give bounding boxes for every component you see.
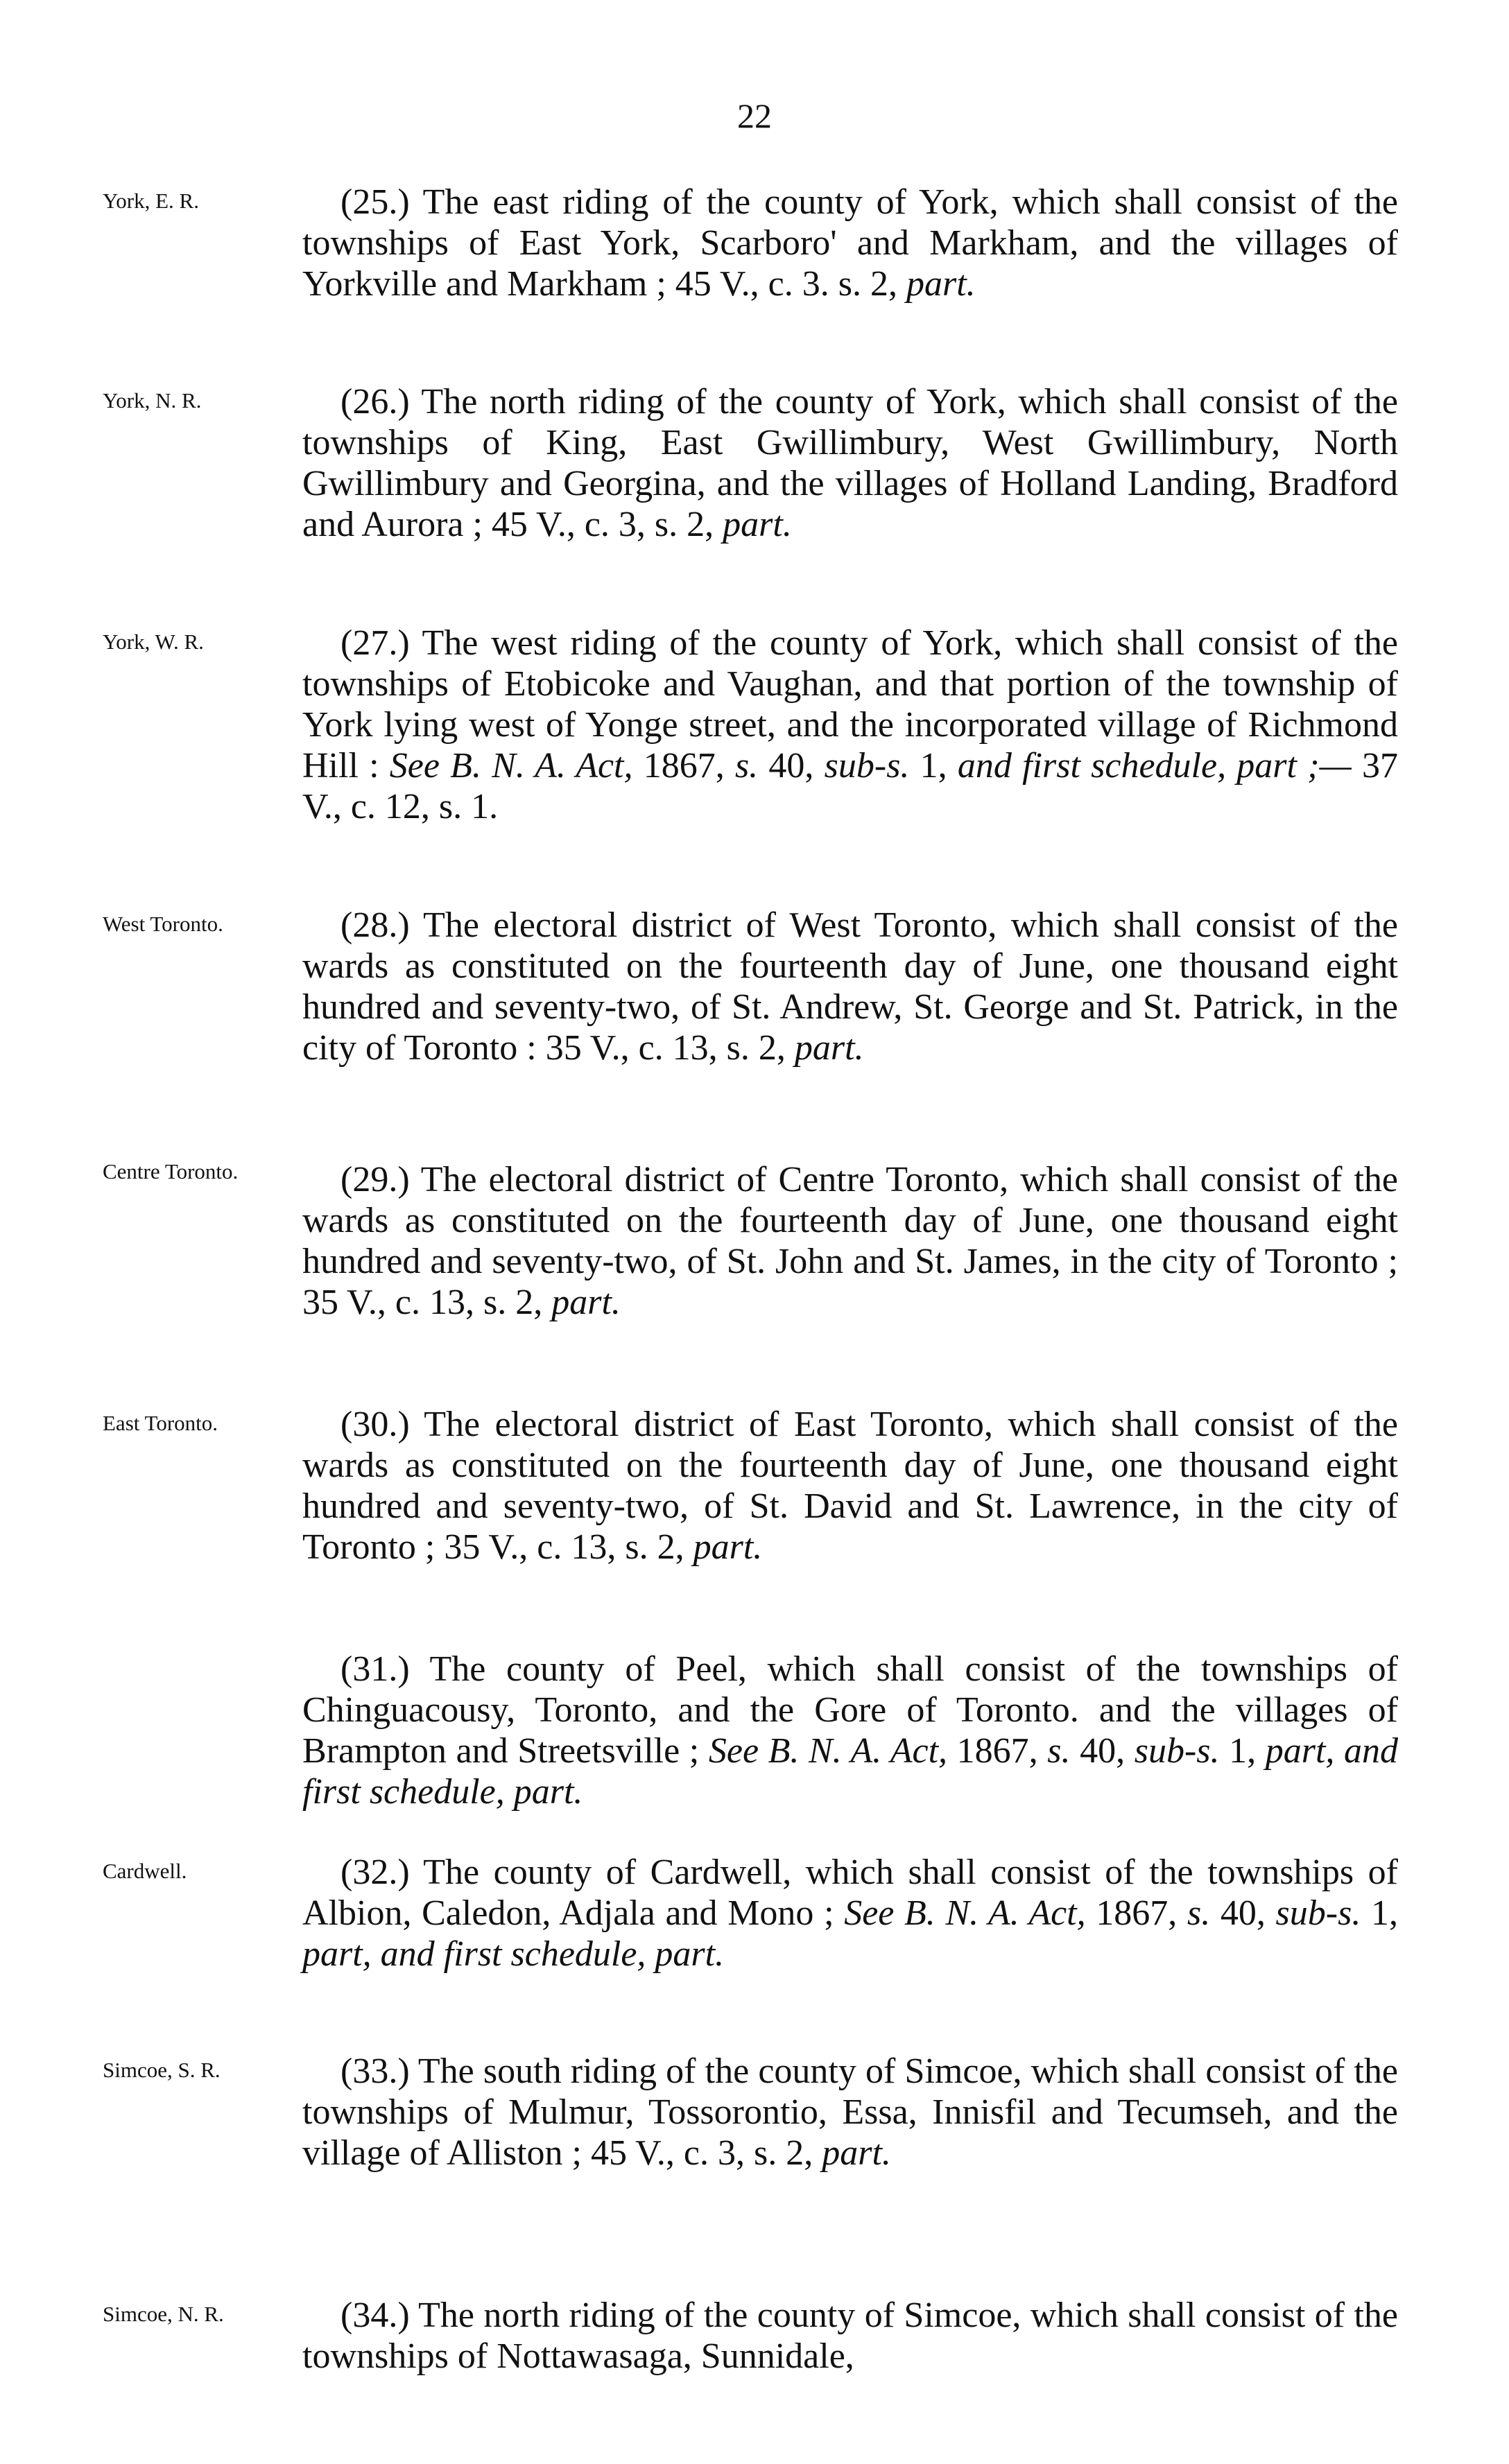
section-body: The north riding of the county of Simcoe, which shall consist of the townships of Nottawasaga, Sunnidale, <box>302 2296 1398 2376</box>
section-abbr: s. <box>734 746 759 786</box>
section-tail: part. <box>723 505 792 544</box>
margin-note: West Toronto. <box>103 912 223 936</box>
section-text <box>302 1404 1398 1568</box>
margin-note: Centre Toronto. <box>103 1159 239 1183</box>
section-text <box>302 623 1398 827</box>
section-ref-number: 40, <box>758 746 825 786</box>
section-tail: part. <box>822 2133 891 2173</box>
section-body: The electoral district of Centre Toronto, which shall consist of the wards as constituted on the fourteenth day of June, one thousand eight hundred and seventy-two, of St. John and St. James, in the city of Toronto ; 35 V., c. 13, s. 2, <box>302 1160 1398 1322</box>
page-number: 22 <box>737 96 772 135</box>
section-text <box>302 1159 1398 1323</box>
section-text <box>302 182 1398 304</box>
section-number: (33.) <box>340 2051 410 2091</box>
section-body: The electoral district of West Toronto, which shall consist of the wards as constituted on the fourteenth day of June, one thousand eight hundred and seventy-two, of St. Andrew, St. George and St. Patrick, in the city of Toronto : 35 V., c. 13, s. 2, <box>302 905 1398 1068</box>
statute-reference: See B. N. A. Act, <box>844 1893 1086 1933</box>
subsection-abbr: sub-s. <box>1134 1731 1220 1771</box>
margin-note: York, W. R. <box>103 630 204 654</box>
section-text <box>302 1649 1398 1812</box>
subsection-ref-number: 1, <box>1361 1893 1399 1933</box>
margin-note: Cardwell. <box>103 1859 187 1883</box>
statute-year: 1867, <box>1085 1893 1187 1933</box>
schedule-reference: part, and first schedule, part. <box>302 1731 1398 1812</box>
section-text <box>302 2295 1398 2377</box>
margin-note: York, N. R. <box>103 388 202 413</box>
subsection-ref-number: 1, <box>1219 1731 1266 1771</box>
statute-year: 1867, <box>632 746 735 786</box>
section-number: (30.) <box>340 1405 410 1444</box>
margin-note: East Toronto. <box>103 1411 218 1435</box>
schedule-reference: and first schedule, part ;— <box>957 746 1352 786</box>
section-abbr: s. <box>1047 1731 1071 1771</box>
section-number: (26.) <box>340 382 410 422</box>
section-text <box>302 905 1398 1068</box>
subsection-ref-number: 1, <box>909 746 958 786</box>
section-number: (29.) <box>340 1160 410 1199</box>
schedule-reference: part, and first schedule, part. <box>302 1934 725 1974</box>
section-body: The south riding of the county of Simcoe, which shall consist of the townships of Mulmur, Tossorontio, Essa, Innisfil and Tecumseh, and the village of Alliston ; 45 V., c. 3, s. 2, <box>302 2051 1398 2173</box>
section-text <box>302 1852 1398 1975</box>
statute-citation: 37 V., c. 12, s. 1. <box>302 746 1399 826</box>
section-number: (31.) <box>340 1649 410 1689</box>
statute-year: 1867, <box>947 1731 1048 1771</box>
section-body: The west riding of the county of York, which shall consist of the townships of Etobicoke and Vaughan, and that portion of the township of York lying west of Yonge street, and the incorporated village of Richmond Hill : <box>302 623 1398 786</box>
section-tail: part. <box>906 264 976 304</box>
section-number: (25.) <box>340 182 410 222</box>
margin-note: Simcoe, S. R. <box>103 2058 221 2082</box>
subsection-abbr: sub-s. <box>824 746 910 786</box>
section-number: (34.) <box>340 2296 410 2335</box>
section-abbr: s. <box>1187 1893 1211 1933</box>
section-tail: part. <box>794 1028 864 1068</box>
section-body: The east riding of the county of York, which shall consist of the townships of East York, Scarboro' and Markham, and the villages of Yorkville and Markham ; 45 V., c. 3. s. 2, <box>302 182 1398 304</box>
section-text <box>302 2051 1398 2174</box>
section-body: The electoral district of East Toronto, which shall consist of the wards as constituted on the fourteenth day of June, one thousand eight hundred and seventy-two, of St. David and St. Lawrence, in the city of Toronto ; 35 V., c. 13, s. 2, <box>302 1405 1398 1567</box>
margin-note: Simcoe, N. R. <box>103 2302 224 2326</box>
section-number: (27.) <box>340 623 410 663</box>
section-body: The north riding of the county of York, which shall consist of the townships of King, East Gwillimbury, West Gwillimbury, North Gwillimbury and Georgina, and the villages of Holland Landing, Bradford and Aurora ; 45 V., c. 3, s. 2, <box>302 382 1398 544</box>
section-ref-number: 40, <box>1210 1893 1276 1933</box>
section-tail: part. <box>693 1527 763 1567</box>
section-body: The county of Cardwell, which shall consist of the townships of Albion, Caledon, Adjala and Mono ; <box>302 1853 1398 1933</box>
subsection-abbr: sub-s. <box>1275 1893 1361 1933</box>
section-tail: part. <box>551 1283 621 1322</box>
section-text <box>302 381 1398 545</box>
section-body: The county of Peel, which shall consist of the townships of Chinguacousy, Toronto, and the Gore of Toronto. and the villages of Brampton and Streetsville ; <box>302 1649 1398 1771</box>
section-ref-number: 40, <box>1070 1731 1135 1771</box>
margin-note: York, E. R. <box>103 189 199 213</box>
section-number: (28.) <box>340 905 410 945</box>
statute-reference: See B. N. A. Act, <box>389 746 633 786</box>
section-number: (32.) <box>340 1853 410 1892</box>
statute-reference: See B. N. A. Act, <box>708 1731 948 1771</box>
